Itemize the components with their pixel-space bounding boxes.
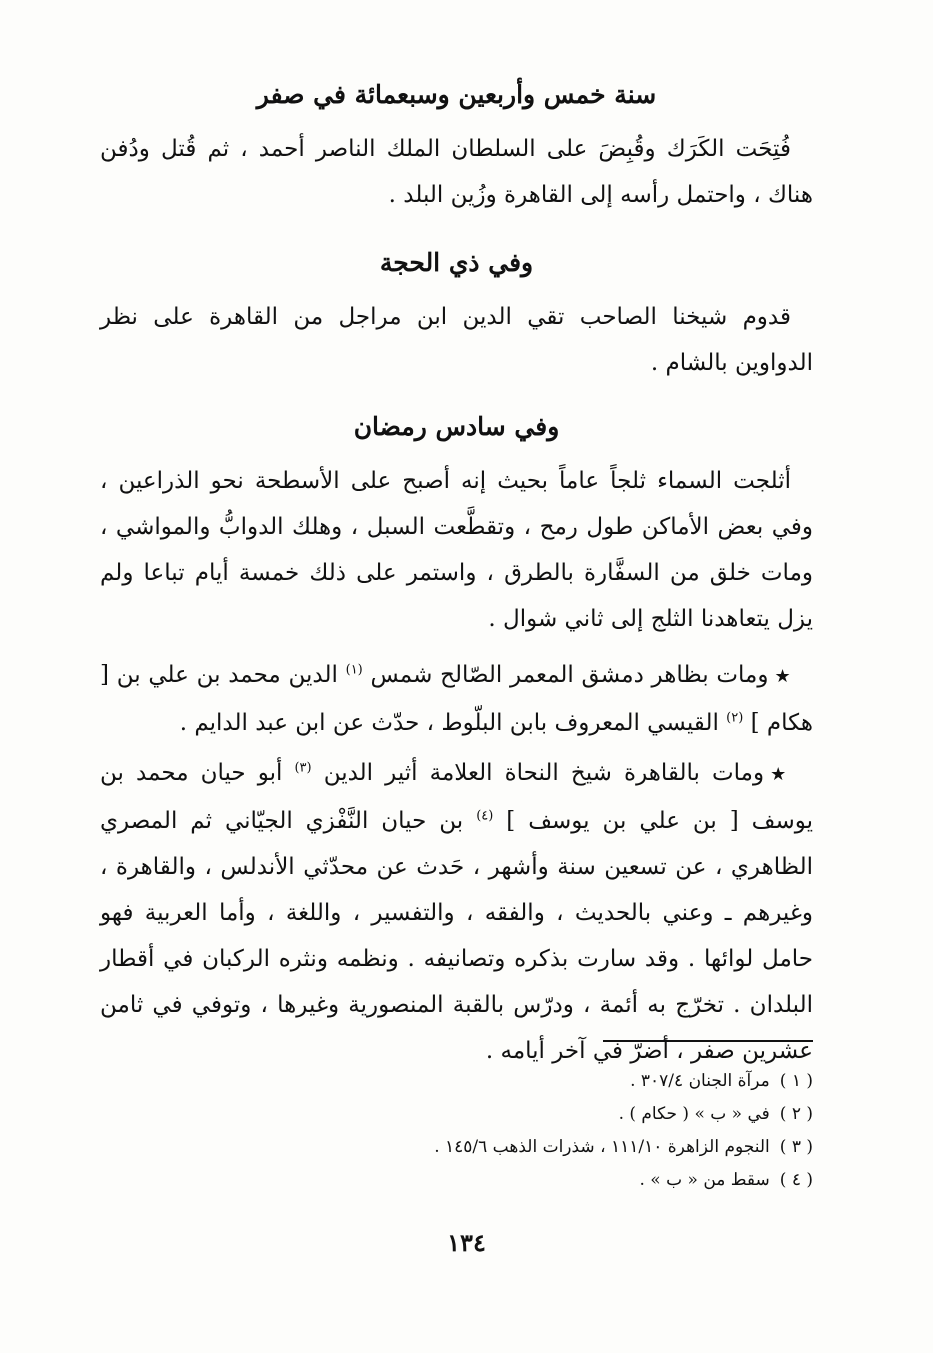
death-entry <box>100 750 813 1074</box>
footnote: ( ٢ )في « ب » ( حكام ) . <box>618 1104 813 1124</box>
section-safar <box>100 78 813 218</box>
star-icon: ★ <box>774 666 792 687</box>
entry-text: ★ومات بظاهر دمشق المعمر الصّالح شمس $^{(١)}$ الدين محمد بن علي بن [ هكام ] $^{(٢)}$ القيسي المعروف بابن البلّوط ، حدّث عن ابن عبد الدايم . <box>100 662 813 736</box>
section-dhul-hijja <box>100 246 813 386</box>
footnote: ( ٤ )سقط من « ب » . <box>639 1170 813 1190</box>
section-heading: سنة خمس وأربعين وسبعمائة في صفر <box>256 80 657 109</box>
footnote-divider <box>603 1040 813 1042</box>
footnote-ref: (٢) <box>726 710 744 726</box>
footnote-ref: (٣) <box>294 760 312 776</box>
section-text: قدوم شيخنا الصاحب تقي الدين ابن مراجل من القاهرة على نظر الدواوين بالشام . <box>100 304 813 376</box>
section-ramadan <box>100 410 813 642</box>
footnote-ref: (١) <box>345 662 363 678</box>
star-icon: ★ <box>770 764 792 785</box>
section-heading: وفي ذي الحجة <box>379 248 534 277</box>
footnote: ( ١ )مرآة الجنان ٣٠٧/٤ . <box>630 1071 813 1091</box>
footnote: ( ٣ )النجوم الزاهرة ١١١/١٠ ، شذرات الذهب ١٤٥/٦ . <box>434 1137 813 1157</box>
section-text: أثلجت السماء ثلجاً عاماً بحيث إنه أصبح على الأسطحة نحو الذراعين ، وفي بعض الأماكن طول رمح ، وتقطَّعت السبل ، وهلك الدوابُّ والمواشي ، ومات خلق من السفَّارة بالطرق ، واستمر على ذلك خمسة أيام تباعا ولم يزل يتعاهدنا الثلج إلى ثاني شوال . <box>100 468 813 632</box>
page-number: ١٣٤ <box>447 1228 486 1257</box>
section-text: فُتِحَت الكَرَك وقُبِضَ على السلطان الملك الناصر أحمد ، ثم قُتل ودُفن هناك ، واحتمل رأسه إلى القاهرة وزُين البلد . <box>100 136 813 208</box>
entry-text: ★ومات بالقاهرة شيخ النحاة العلامة أثير الدين $^{(٣)}$ أبو حيان محمد بن يوسف [ بن علي بن يوسف ] $^{(٤)}$ بن حيان النَّفْزي الجيّاني ثم المصري الظاهري ، عن تسعين سنة وأشهر ، حَدث عن محدّثي الأندلس ، والقاهرة ، وغيرهم ـ وعني بالحديث ، والفقه ، والتفسير ، واللغة ، وأما العربية فهو حامل لوائها . وقد سارت بذكره وتصانيفه . ونظمه ونثره الركبان في أقطار البلدان . تخرّج به أئمة ، ودرّس بالقبة المنصورية وغيرها ، وتوفي في ثامن عشرين صفر ، أضرّ في آخر أيامه . <box>100 760 814 1064</box>
death-entry <box>100 652 813 746</box>
footnote-ref: (٤) <box>476 808 494 824</box>
section-heading: وفي سادس رمضان <box>353 412 560 441</box>
